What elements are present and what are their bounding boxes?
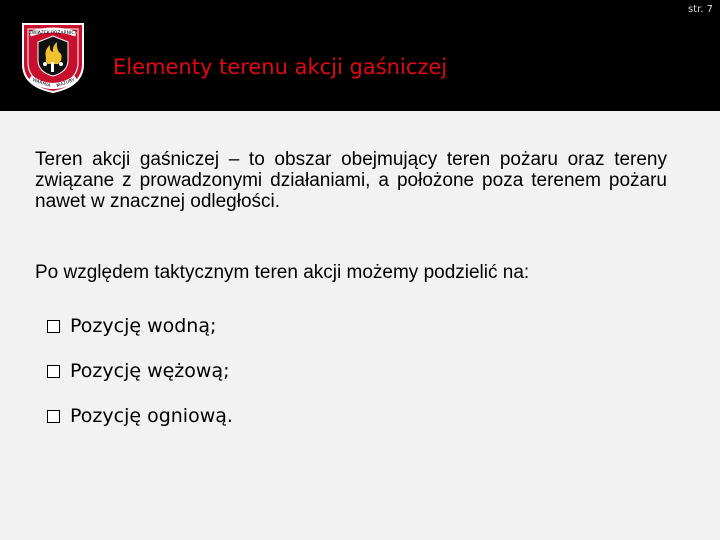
fire-brigade-emblem-icon — [18, 20, 88, 94]
slide-title: Elementy terenu akcji gaśniczej — [113, 55, 448, 80]
list-item-label: Pozycję ogniową. — [70, 405, 233, 427]
list-item-label: Pozycję wodną; — [70, 315, 217, 337]
svg-text:WARMIA: WARMIA — [31, 77, 51, 90]
page-number: str. 7 — [687, 4, 713, 15]
checkbox-bullet-icon — [47, 320, 60, 333]
svg-text:MAZURY: MAZURY — [56, 77, 76, 90]
division-intro-paragraph: Po względem taktycznym teren akcji możemy podzielić na: — [35, 262, 530, 283]
list-item — [47, 359, 233, 383]
list-item — [47, 314, 233, 338]
checkbox-bullet-icon — [47, 410, 60, 423]
list-item-label: Pozycję wężową; — [70, 360, 230, 382]
slide-content — [0, 111, 720, 540]
slide-header — [0, 0, 720, 111]
checkbox-bullet-icon — [47, 365, 60, 378]
definition-paragraph: Teren akcji gaśniczej – to obszar obejmujący teren pożaru oraz tereny związane z prowadzonymi działaniami, a położone poza terenem pożaru nawet w znacznej odległości. — [35, 149, 667, 212]
position-list — [47, 314, 233, 449]
list-item — [47, 404, 233, 428]
svg-text:ZWIĄZEK POŻARNICY: ZWIĄZEK POŻARNICY — [28, 31, 78, 36]
